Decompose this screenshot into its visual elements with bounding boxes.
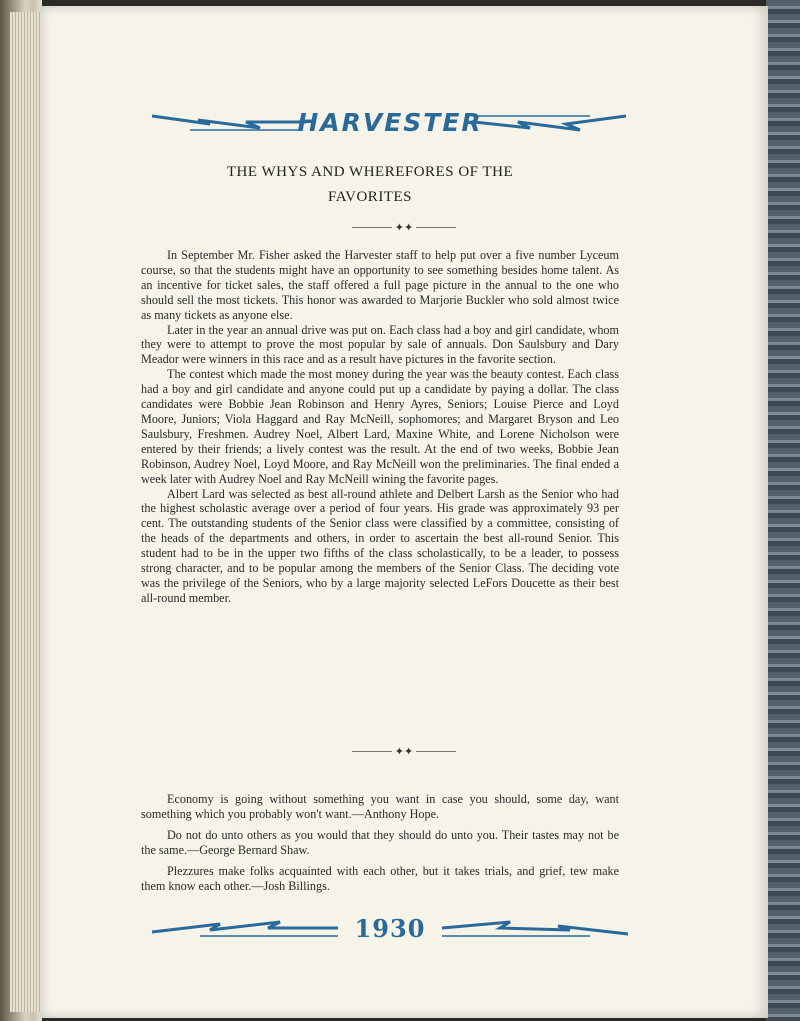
divider-glyph: ✦✦ xyxy=(394,221,414,234)
title-divider xyxy=(40,218,768,236)
yearbook-title: HARVESTER xyxy=(297,108,483,137)
right-lightning-ornament xyxy=(440,918,630,942)
quote: Do not do unto others as you would that they should do unto you. Their tastes may not be the same.—George Bernard Shaw. xyxy=(141,828,619,857)
article-body xyxy=(141,248,619,606)
divider-glyph: ✦✦ xyxy=(394,745,414,758)
paragraph: In September Mr. Fisher asked the Harvester staff to help put over a five number Lyceum course, so that the students might have an opportunity to see something besides home talent. As an incentive for ticket sales, the staff offered a full page picture in the annual to the one who should sell the most tickets. This honor was awarded to Marjorie Buckler who sold almost twice as many tickets as anyone else. xyxy=(141,248,619,322)
quotations xyxy=(141,792,619,900)
paragraph: Later in the year an annual drive was put on. Each class had a boy and girl candidate, whom they were to attempt to prove the most popular by sale of annuals. Don Saulsbury and Dary Meador were winners in this race and as a result have pictures in the favorite section. xyxy=(141,322,619,367)
section-divider xyxy=(40,742,768,760)
book-cover-right xyxy=(766,0,800,1021)
page-edges xyxy=(10,12,40,1012)
paragraph: The contest which made the most money during the year was the beauty contest. Each class had a boy and girl candidate and anyone could put up a candidate by paying a dollar. The class candidates were Bobbie Jean Robinson and Henry Ayres, Seniors; Louise Pierce and Loyd Moore, Juniors; Viola Haggard and Ray McNeill, sophomores; and Margaret Bryson and Leo Saulsbury, Freshmen. Audrey Noel, Albert Lard, Maxine White, and Lorene Nicholson were entered by their friends; a lively contest was the result. At the end of two weeks, Bobbie Jean Robinson, Audrey Noel, Loyd Moore, and Ray McNeill won the preliminaries. The final ended a week later with Audrey Noel and Ray McNeill wining the favorite pages. xyxy=(141,367,619,486)
yearbook-page xyxy=(40,6,768,1018)
paragraph: Albert Lard was selected as best all-round athlete and Delbert Larsh as the Senior who had the highest scholastic average over a period of four years. His grade was approximately 93 per cent. The outstanding students of the Senior class were classified by a committee, consisting of the heads of the departments and others, in order to ascertain the best all-round Senior. This student had to be in the upper two fifths of the class scholastically, to be a leader, to possess strong character, and to be popular among the members of the Senior Class. The deciding vote was the privilege of the Seniors, who by a large majority selected LeFors Doucette as their best all-round member. xyxy=(141,486,619,605)
article-title xyxy=(170,160,570,210)
page-footer xyxy=(150,908,630,954)
quote: Economy is going without something you want in case you should, some day, want something which you probably won't want.—Anthony Hope. xyxy=(141,792,619,821)
article-title-line-2: FAVORITES xyxy=(328,189,412,205)
article-title-line-1: THE WHYS AND WHEREFORES OF THE xyxy=(226,164,514,180)
yearbook-year: 1930 xyxy=(354,914,426,943)
quote: Plezzures make folks acquainted with each other, but it takes trials, and grief, tew make them know each other.—Josh Billings. xyxy=(141,864,619,893)
page-header xyxy=(150,104,630,150)
right-lightning-ornament xyxy=(470,112,630,136)
